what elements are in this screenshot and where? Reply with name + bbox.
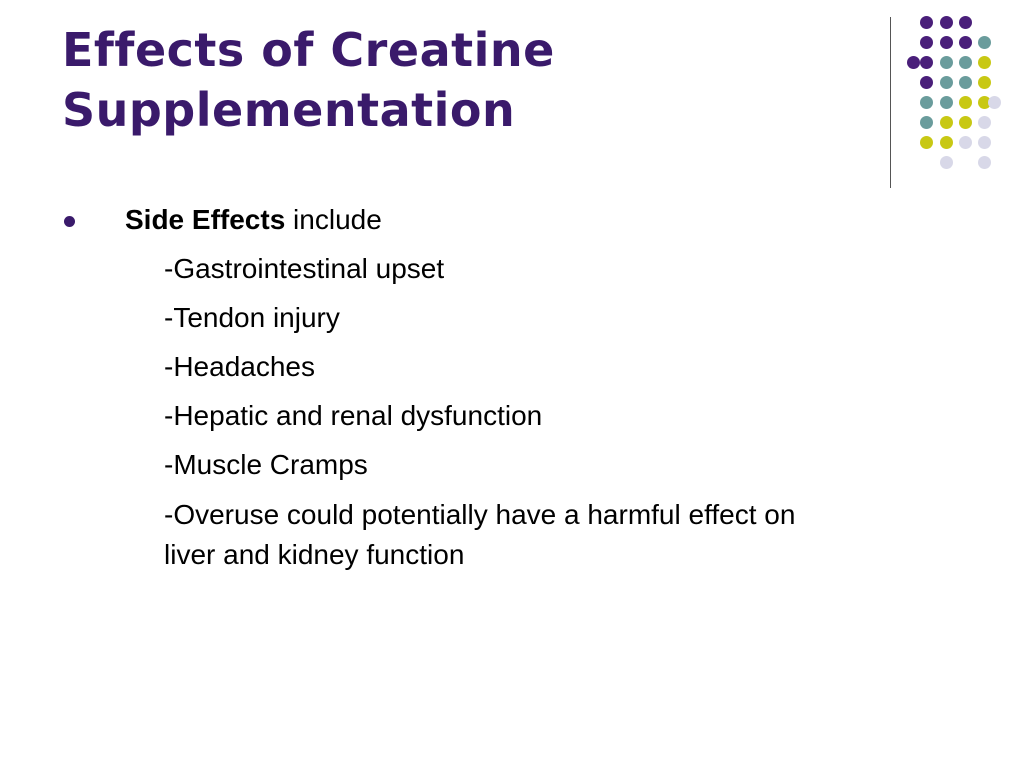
sub-item-overuse: -Overuse could potentially have a harmful effect on (164, 499, 796, 530)
bullet-text: include (285, 204, 382, 235)
sub-item-gastrointestinal: -Gastrointestinal upset (164, 253, 445, 284)
bullet-icon (64, 216, 75, 227)
sub-item-overuse-continuation: liver and kidney function (164, 539, 465, 570)
title-line-2: Supplementation (62, 83, 516, 137)
sub-item-muscle-cramps: -Muscle Cramps (164, 449, 368, 480)
bullet-bold-text: Side Effects (125, 204, 286, 235)
title-line-1: Effects of Creatine (62, 23, 555, 77)
sub-item-tendon: -Tendon injury (164, 302, 340, 333)
bullet-item (125, 202, 382, 238)
sub-item-headaches: -Headaches (164, 351, 315, 382)
sub-item-hepatic-renal: -Hepatic and renal dysfunction (164, 400, 543, 431)
